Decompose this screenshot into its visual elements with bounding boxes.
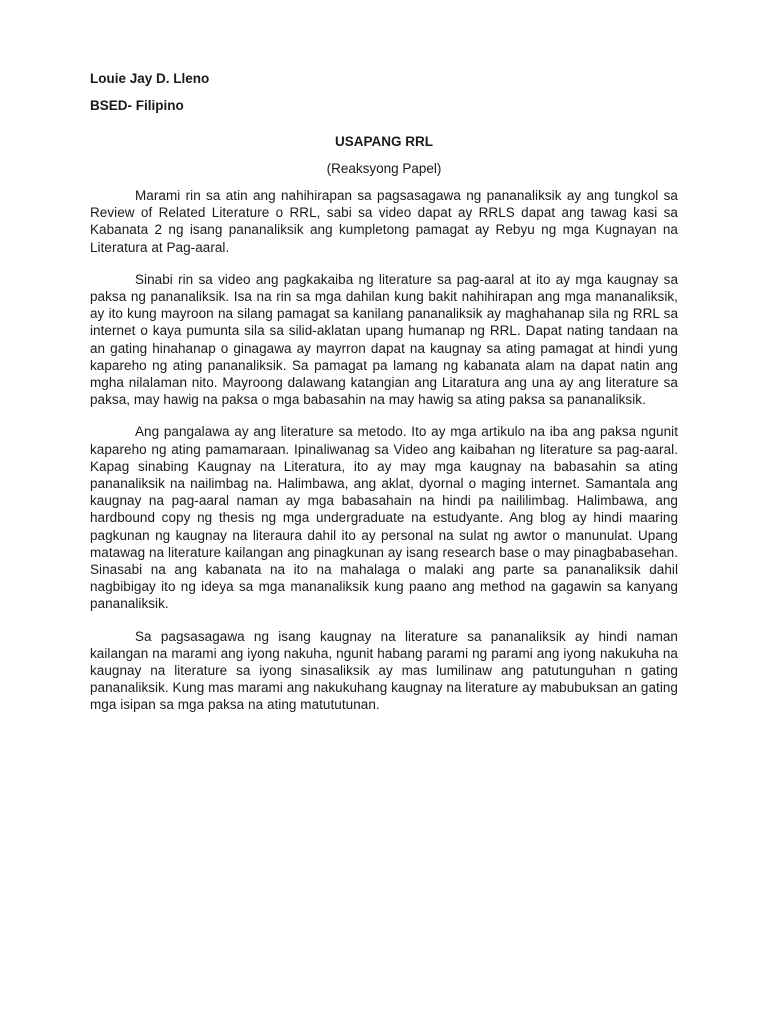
paragraph-4: Sa pagsasagawa ng isang kaugnay na literature sa pananaliksik ay hindi naman kailangan na marami ang iyong nakuha, ngunit habang parami ng parami ang iyong nakukuha na kaugnay na literature sa iyong sinasaliksik ay mas lumilinaw ang patutunguhan n gating pananaliksik. Kung mas marami ang nakukuhang kaugnay na literature ay mabubuksan an gating mga isipan sa mga paksa na ating matututunan. — [90, 628, 678, 713]
paragraph-1: Marami rin sa atin ang nahihirapan sa pagsasagawa ng pananaliksik ay ang tungkol sa Review of Related Literature o RRL, sabi sa video dapat ay RRLS dapat ang tawag kasi sa Kabanata 2 ng isang pananaliksik ang kumpletong pamagat ay Rebyu ng mga Kugnayan na Literatura at Pag-aaral. — [90, 188, 678, 255]
paragraph-2: Sinabi rin sa video ang pagkakaiba ng literature sa pag-aaral at ito ay mga kaugnay sa paksa ng pananaliksik. Isa na rin sa mga dahilan kung bakit nahihirapan ang mga mananaliksik, ay ito kung mayroon na silang pamagat sa kanilang pananaliksik ay maghahanap sila ng RRL sa internet o kaya pumunta sila sa silid-aklatan upang humanap ng RRL. Dapat nating tandaan na an gating hinahanap o ginagawa ay mayrron dapat na kaugnay sa ating pamagat at hindi yung kapareho ng ating pananaliksik. Sa pamagat pa lamang ng kabanata alam na dapat natin ang mgha nilalaman nito. Mayroong dalawang katangian ang Litaratura ang una ay ang literature sa paksa, may hawig na paksa o mga babasahin na may hawig sa ating paksa sa pananaliksik. — [90, 271, 678, 408]
document-subtitle: (Reaksyong Papel) — [326, 161, 442, 176]
author-course: BSED- Filipino — [90, 98, 184, 113]
author-name: Louie Jay D. Lleno — [90, 71, 210, 86]
paragraph-3: Ang pangalawa ay ang literature sa metodo. Ito ay mga artikulo na iba ang paksa ngunit kapareho ng ating pamamaraan. Ipinaliwanag sa Video ang kaibahan ng literature sa pag-aaral. Kapag sinabing Kaugnay na Literatura, ito ay may mga kaugnay na babasahin sa ating pananaliksik na nailimbag na. Halimbawa, ang aklat, dyornal o maging internet. Samantala ang kaugnay na pag-aaral naman ay mga babasahain na hindi pa naililimbag. Halimbawa, ang hardbound copy ng thesis ng mga undergraduate na estudyante. Ang blog ay hindi maaring pagkunan ng kaugnay na literaura dahil ito ay personal na sulat ng awtor o manunulat. Upang matawag na literature kailangan ang pinagkunan ay isang research base o may pinagbabasehan. Sinasabi na ang kabanata na ito na mahalaga o malaki ang parte sa pananaliksik dahil nagbibigay ito ng ideya sa mga mananaliksik kung paano ang method na gagawin sa kanyang pananaliksik. — [90, 424, 678, 612]
document-page — [90, 70, 678, 714]
document-title: USAPANG RRL — [334, 134, 433, 149]
